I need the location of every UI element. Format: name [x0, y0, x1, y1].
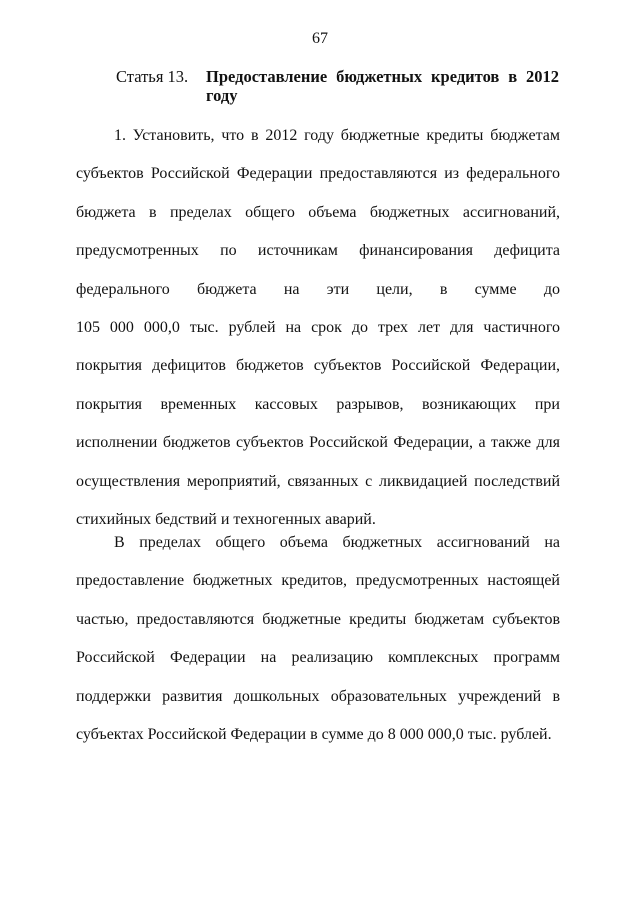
article-title	[206, 67, 559, 105]
paragraph-2	[76, 524, 560, 754]
text-line: субъектов Российской Федерации предоставляются из федерального	[76, 165, 560, 183]
text-line: субъектах Российской Федерации в сумме до 8 000 000,0 тыс. рублей.	[76, 725, 552, 743]
text-line: 105 000 000,0 тыс. рублей на срок до трех лет для частичного	[76, 318, 560, 336]
text-line: федерального бюджета на эти цели, в сумме до	[76, 280, 560, 298]
text-line: поддержки развития дошкольных образовательных учреждений в	[76, 687, 560, 705]
text-line: предоставление бюджетных кредитов, предусмотренных настоящей	[76, 572, 560, 590]
text-line: осуществления мероприятий, связанных с ликвидацией последствий	[76, 472, 560, 490]
text-line: покрытия дефицитов бюджетов субъектов Российской Федерации,	[76, 357, 560, 375]
article-title-line: году	[206, 86, 238, 105]
text-line: В пределах общего объема бюджетных ассигнований на	[114, 534, 560, 551]
text-line: 1. Установить, что в 2012 году бюджетные кредиты бюджетам	[114, 127, 560, 144]
page-number: 67	[312, 30, 328, 47]
paragraph-1	[76, 117, 560, 539]
text-line: бюджета в пределах общего объема бюджетных ассигнований,	[76, 203, 560, 221]
article-title-line: Предоставление бюджетных кредитов в 2012	[206, 67, 559, 86]
text-line: Российской Федерации на реализацию комплексных программ	[76, 649, 560, 667]
text-line: стихийных бедствий и техногенных аварий.	[76, 510, 376, 528]
article-label: Статья 13.	[116, 67, 189, 86]
text-line: частью, предоставляются бюджетные кредиты бюджетам субъектов	[76, 610, 560, 628]
text-line: исполнении бюджетов субъектов Российской Федерации, а также для	[76, 434, 560, 452]
text-line: предусмотренных по источникам финансирования дефицита	[76, 242, 560, 260]
text-line: покрытия временных кассовых разрывов, возникающих при	[76, 395, 560, 413]
